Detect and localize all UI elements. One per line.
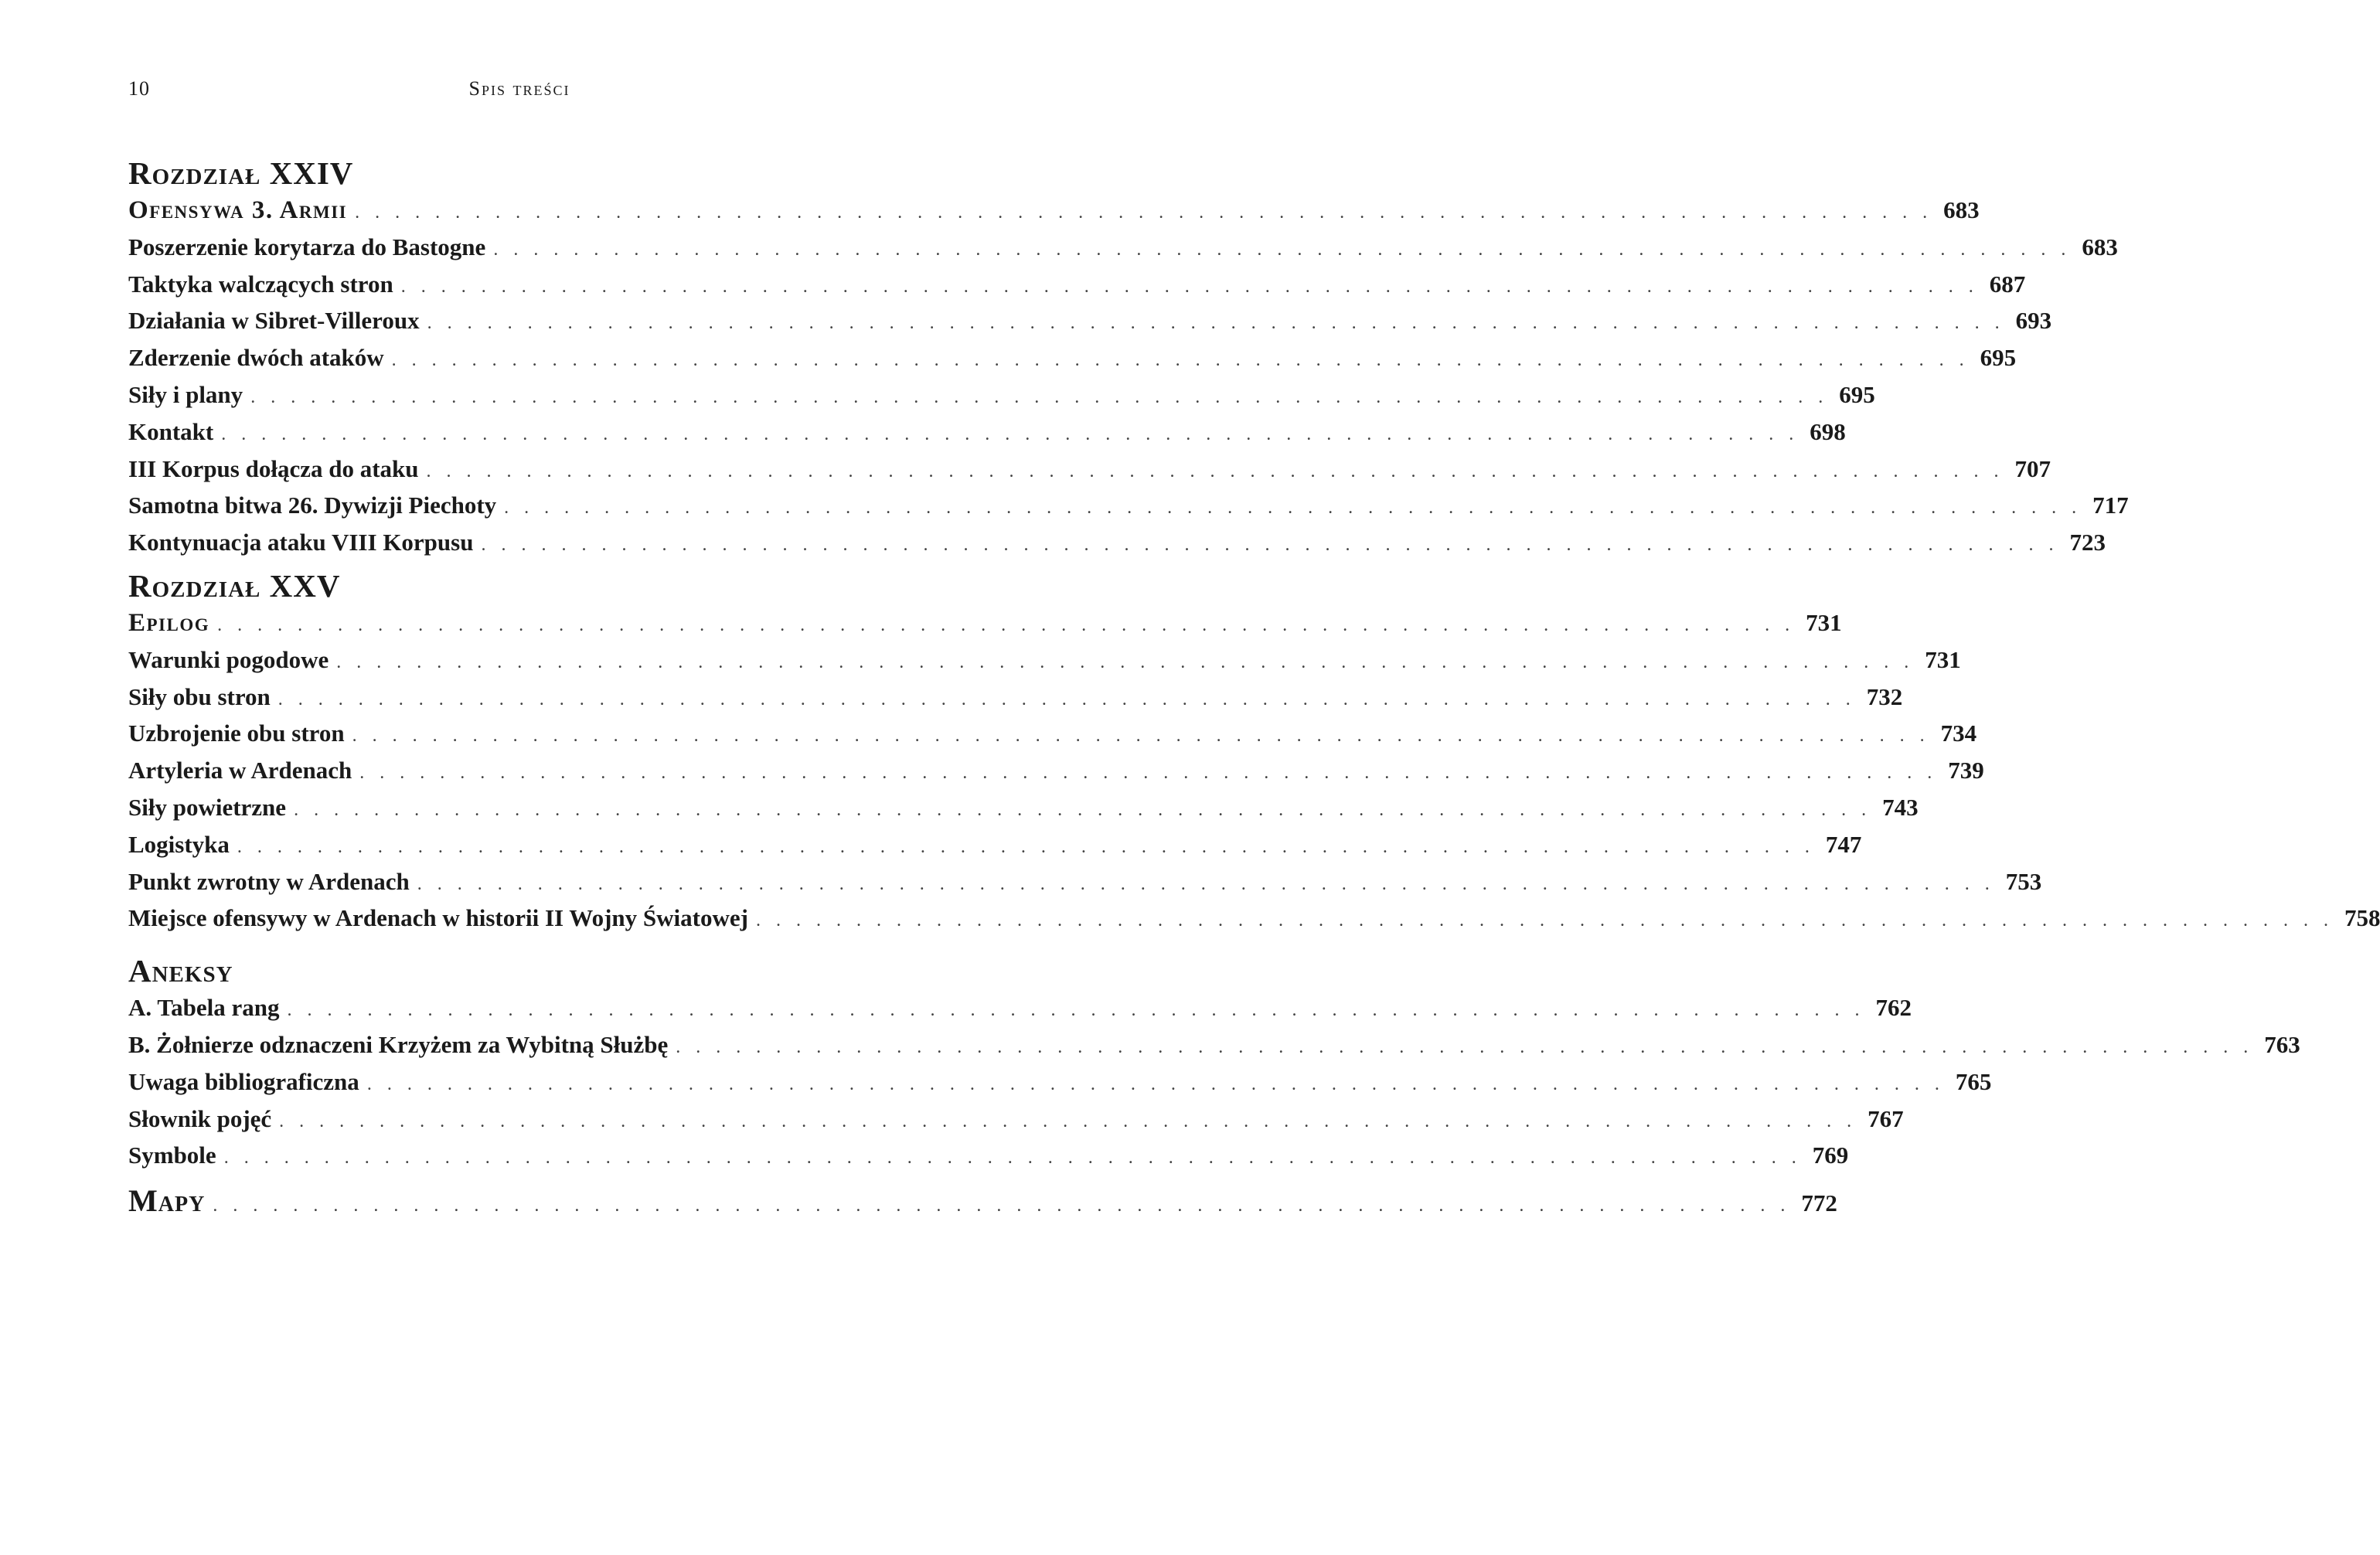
toc-page-number: 723 (2069, 529, 2106, 556)
toc-page-number: 707 (2014, 454, 2051, 482)
toc-entry (128, 1101, 1904, 1138)
section-title: Spis treści (468, 77, 570, 100)
leader-dots: . . . . . . . . . . . . . . . . . . . . . . . . . . . . . . . . . . . . . . . . . . . . . . . . . . . . . . . . . . . . . . . . . . . . . . . . . . . . . . . (676, 1036, 2254, 1057)
toc-entry (128, 989, 1912, 1026)
toc-label: III Korpus dołącza do ataku (128, 454, 419, 482)
toc-entry (128, 752, 1984, 789)
leader-dots: . . . . . . . . . . . . . . . . . . . . . . . . . . . . . . . . . . . . . . . . . . . . . . . . . . . . . . . . . . . . . . . . . . . . . . . . . . . . . . . (426, 461, 2004, 481)
toc-page-number: 731 (1806, 608, 1842, 636)
toc-chapter-title (128, 604, 1842, 641)
toc-page-number: 732 (1866, 682, 1903, 710)
leader-dots: . . . . . . . . . . . . . . . . . . . . . . . . . . . . . . . . . . . . . . . . . . . . . . . . . . . . . . . . . . . . . . . . . . . . . . . . . . . . . . . (237, 836, 1815, 857)
toc-maps-entry (128, 1179, 1837, 1223)
toc-label: Siły i plany (128, 380, 243, 408)
toc-label: Punkt zwrotny w Ardenach (128, 867, 410, 895)
leader-dots: . . . . . . . . . . . . . . . . . . . . . . . . . . . . . . . . . . . . . . . . . . . . . . . . . . . . . . . . . . . . . . . . . . . . . . . . . . . . . . . (359, 763, 1938, 784)
toc-label: Siły powietrzne (128, 793, 287, 821)
toc-page-number: 763 (2264, 1030, 2300, 1058)
toc-label: Warunki pogodowe (128, 645, 329, 673)
toc-page-number: 731 (1925, 645, 1961, 673)
leader-dots: . . . . . . . . . . . . . . . . . . . . . . . . . . . . . . . . . . . . . . . . . . . . . . . . . . . . . . . . . . . . . . . . . . . . . . . . . . . . . . . (427, 313, 2005, 334)
toc-page-number: 693 (2015, 307, 2052, 335)
leader-dots: . . . . . . . . . . . . . . . . . . . . . . . . . . . . . . . . . . . . . . . . . . . . . . . . . . . . . . . . . . . . . . . . . . . . . . . . . . . . . . . (213, 1196, 1791, 1216)
toc-entry (128, 1137, 1849, 1174)
toc-entry (128, 1063, 1992, 1101)
toc-entry (128, 900, 2380, 937)
toc-entry (128, 413, 1846, 451)
toc-label: B. Żołnierze odznaczeni Krzyżem za Wybitną Służbę (128, 1030, 669, 1058)
toc-label: Działania w Sibret-Villeroux (128, 307, 420, 335)
toc-label: Słownik pojęć (128, 1104, 272, 1132)
toc-page-number: 762 (1875, 994, 1912, 1022)
leader-dots: . . . . . . . . . . . . . . . . . . . . . . . . . . . . . . . . . . . . . . . . . . . . . . . . . . . . . . . . . . . . . . . . . . . . . . . . . . . . . . . (355, 202, 1933, 223)
leader-dots: . . . . . . . . . . . . . . . . . . . . . . . . . . . . . . . . . . . . . . . . . . . . . . . . . . . . . . . . . . . . . . . . . . . . . . . . . . . . . . . (755, 910, 2334, 931)
toc-label: Mapy (128, 1183, 206, 1219)
leader-dots: . . . . . . . . . . . . . . . . . . . . . . . . . . . . . . . . . . . . . . . . . . . . . . . . . . . . . . . . . . . . . . . . . . . . . . . . . . . . . . . (336, 652, 1915, 672)
leader-dots: . . . . . . . . . . . . . . . . . . . . . . . . . . . . . . . . . . . . . . . . . . . . . . . . . . . . . . . . . . . . . . . . . . . . . . . . . . . . . . . (481, 535, 2059, 556)
chapter-heading: Rozdział XXV (128, 567, 341, 604)
toc-page-number: 698 (1810, 417, 1846, 445)
leader-dots: . . . . . . . . . . . . . . . . . . . . . . . . . . . . . . . . . . . . . . . . . . . . . . . . . . . . . . . . . . . . . . . . . . . . . . . . . . . . . . . (279, 1111, 1857, 1131)
table-of-contents (128, 148, 2380, 1223)
toc-page-number: 767 (1868, 1104, 1904, 1132)
leader-dots: . . . . . . . . . . . . . . . . . . . . . . . . . . . . . . . . . . . . . . . . . . . . . . . . . . . . . . . . . . . . . . . . . . . . . . . . . . . . . . . (366, 1074, 1945, 1094)
toc-entry (128, 229, 2118, 266)
toc-label: Siły obu stron (128, 682, 271, 710)
toc-entry (128, 789, 1919, 826)
leader-dots: . . . . . . . . . . . . . . . . . . . . . . . . . . . . . . . . . . . . . . . . . . . . . . . . . . . . . . . . . . . . . . . . . . . . . . . . . . . . . . . (504, 498, 2082, 519)
toc-entry (128, 826, 1862, 863)
toc-label: Taktyka walczących stron (128, 270, 393, 298)
toc-page-number: 772 (1801, 1189, 1837, 1217)
toc-page-number: 739 (1948, 757, 1984, 784)
toc-entry (128, 339, 2017, 376)
toc-page-number: 758 (2344, 904, 2380, 932)
toc-entry (128, 376, 1875, 413)
leader-dots: . . . . . . . . . . . . . . . . . . . . . . . . . . . . . . . . . . . . . . . . . . . . . . . . . . . . . . . . . . . . . . . . . . . . . . . . . . . . . . . (417, 873, 1995, 894)
toc-label: Kontakt (128, 417, 214, 445)
page-number: 10 (128, 77, 150, 100)
toc-label: Epilog (128, 608, 210, 637)
leader-dots: . . . . . . . . . . . . . . . . . . . . . . . . . . . . . . . . . . . . . . . . . . . . . . . . . . . . . . . . . . . . . . . . . . . . . . . . . . . . . . . (221, 424, 1799, 444)
leader-dots: . . . . . . . . . . . . . . . . . . . . . . . . . . . . . . . . . . . . . . . . . . . . . . . . . . . . . . . . . . . . . . . . . . . . . . . . . . . . . . . (294, 799, 1872, 820)
toc-page-number: 769 (1812, 1142, 1849, 1169)
toc-label: Poszerzenie korytarza do Bastogne (128, 233, 486, 260)
toc-label: Uzbrojenie obu stron (128, 720, 345, 747)
toc-entry (128, 451, 2051, 488)
toc-label: Uwaga bibliograficzna (128, 1067, 359, 1095)
toc-entry (128, 679, 1903, 716)
leader-dots: . . . . . . . . . . . . . . . . . . . . . . . . . . . . . . . . . . . . . . . . . . . . . . . . . . . . . . . . . . . . . . . . . . . . . . . . . . . . . . . (352, 726, 1930, 747)
toc-entry (128, 266, 2026, 303)
toc-page-number: 765 (1955, 1067, 1992, 1095)
toc-page-number: 695 (1839, 380, 1875, 408)
toc-entry (128, 524, 2106, 561)
leader-dots: . . . . . . . . . . . . . . . . . . . . . . . . . . . . . . . . . . . . . . . . . . . . . . . . . . . . . . . . . . . . . . . . . . . . . . . . . . . . . . . (217, 614, 1796, 635)
toc-page-number: 695 (1980, 344, 2017, 372)
toc-label: Zderzenie dwóch ataków (128, 344, 384, 372)
toc-entry (128, 302, 2052, 339)
toc-page-number: 683 (1943, 196, 1980, 223)
leader-dots: . . . . . . . . . . . . . . . . . . . . . . . . . . . . . . . . . . . . . . . . . . . . . . . . . . . . . . . . . . . . . . . . . . . . . . . . . . . . . . . (391, 350, 1970, 371)
toc-entry (128, 863, 2042, 900)
chapter-heading: Rozdział XXIV (128, 155, 354, 191)
toc-label: Samotna bitwa 26. Dywizji Piechoty (128, 492, 497, 519)
leader-dots: . . . . . . . . . . . . . . . . . . . . . . . . . . . . . . . . . . . . . . . . . . . . . . . . . . . . . . . . . . . . . . . . . . . . . . . . . . . . . . . (287, 1000, 1865, 1021)
toc-page-number: 747 (1825, 830, 1862, 858)
toc-label: Kontynuacja ataku VIII Korpusu (128, 529, 474, 556)
toc-entry (128, 641, 1961, 679)
leader-dots: . . . . . . . . . . . . . . . . . . . . . . . . . . . . . . . . . . . . . . . . . . . . . . . . . . . . . . . . . . . . . . . . . . . . . . . . . . . . . . . (277, 689, 1856, 709)
toc-entry (128, 715, 1977, 752)
toc-page-number: 687 (1989, 270, 2026, 298)
annex-heading: Aneksy (128, 953, 233, 989)
leader-dots: . . . . . . . . . . . . . . . . . . . . . . . . . . . . . . . . . . . . . . . . . . . . . . . . . . . . . . . . . . . . . . . . . . . . . . . . . . . . . . . (400, 276, 1979, 297)
running-head (128, 77, 911, 108)
toc-page-number: 753 (2005, 867, 2042, 895)
toc-page-number: 743 (1882, 793, 1919, 821)
toc-page-number: 734 (1940, 720, 1977, 747)
leader-dots: . . . . . . . . . . . . . . . . . . . . . . . . . . . . . . . . . . . . . . . . . . . . . . . . . . . . . . . . . . . . . . . . . . . . . . . . . . . . . . . (493, 239, 2072, 260)
toc-chapter-title (128, 192, 1980, 229)
toc-entry (128, 1026, 2300, 1063)
leader-dots: . . . . . . . . . . . . . . . . . . . . . . . . . . . . . . . . . . . . . . . . . . . . . . . . . . . . . . . . . . . . . . . . . . . . . . . . . . . . . . . (223, 1148, 1802, 1169)
toc-label: Symbole (128, 1142, 216, 1169)
toc-label: Ofensywa 3. Armii (128, 196, 348, 224)
toc-entry (128, 487, 2129, 524)
toc-label: A. Tabela rang (128, 994, 280, 1022)
toc-page-number: 717 (2092, 492, 2129, 519)
toc-label: Miejsce ofensywy w Ardenach w historii II Wojny Światowej (128, 904, 748, 932)
leader-dots: . . . . . . . . . . . . . . . . . . . . . . . . . . . . . . . . . . . . . . . . . . . . . . . . . . . . . . . . . . . . . . . . . . . . . . . . . . . . . . . (250, 386, 1829, 407)
toc-label: Logistyka (128, 830, 230, 858)
toc-page-number: 683 (2082, 233, 2118, 260)
toc-label: Artyleria w Ardenach (128, 757, 352, 784)
